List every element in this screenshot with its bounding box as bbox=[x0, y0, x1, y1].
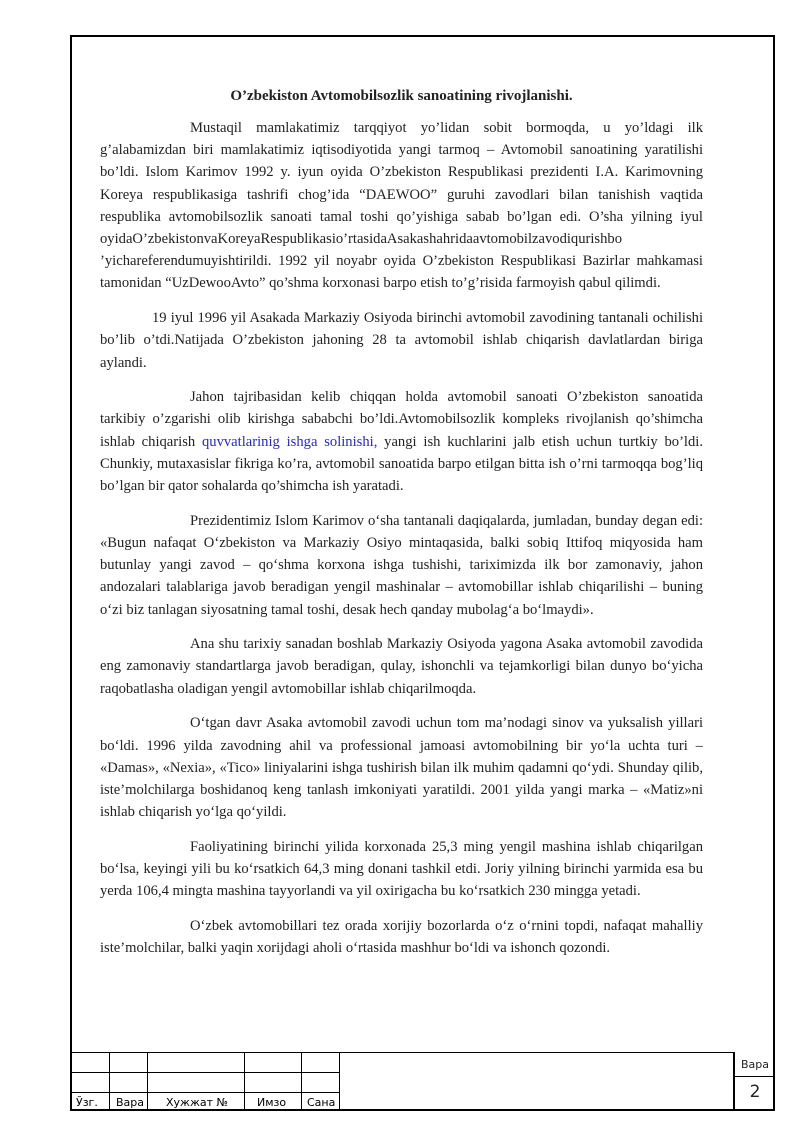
paragraph-5: Ana shu tarixiy sanadan boshlab Markaziy Osiyoda yagona Asaka avtomobil zavodida eng zamonaviy standartlarga javob beradigan, qulay, ishonchli va tejamkorligi bilan dunyo bo‘yicha raqobatlasha oladigan yengil avtomobillar ishlab chiqarilmoqda. bbox=[100, 636, 703, 697]
paragraph-2: 19 iyul 1996 yil Asakada Markaziy Osiyoda birinchi avtomobil zavodining tantanali ochilishi bo’lib o’tdi.Natijada O’zbekiston jahoning 28 ta avtomobil ishlab chiqarish davlatlardan biriga aylandi. bbox=[100, 310, 703, 371]
paragraph-6: O‘tgan davr Asaka avtomobil zavodi uchun tom ma’nodagi sinov va yuksalish yillari bo‘ldi. 1996 yilda zavodning ahil va professional jamoasi avtomobilning bir yo‘la uchta turi – «Damas», «Nexia», «Tico» liniyalarini ishga tushirish bilan ilk muhim qadamni qo‘ydi. Shunday qilib, iste’molchilarga boshidanoq keng tanlash imkoniyati yaratildi. 2001 yilda yangi marka – «Matiz»ni ishlab chiqarish yo‘lga qo‘yildi. bbox=[100, 715, 703, 821]
document-title: O’zbekiston Avtomobilsozlik sanoatining rivojlanishi. bbox=[230, 88, 573, 104]
page-number: 2 bbox=[749, 1082, 761, 1102]
label-date: Сана bbox=[307, 1096, 336, 1109]
title-block bbox=[70, 1052, 775, 1111]
sheet-separator bbox=[735, 1076, 775, 1077]
paragraph-7: Faoliyatining birinchi yilida korxonada 25,3 ming yengil mashina ishlab chiqarilgan bo‘lsa, keyingi yili bu ko‘rsatkich 64,3 ming donani tashkil etdi. Joriy yilning birinchi yarmida esa bu yerda 106,4 mingta mashina tayyorlandi va yil oxirigacha bu ko‘rsatkich 230 mingga yetadi. bbox=[100, 838, 703, 900]
paragraph-1-continuation: oyidaO’zbekistonvaKoreyaRespublikasio’rtasidaAsakashahridaavtomobilzavodiqurishbo bbox=[100, 231, 622, 248]
sheet-label: Вара bbox=[740, 1058, 769, 1071]
paragraph-3 bbox=[100, 386, 703, 497]
paragraph-4: Prezidentimiz Islom Karimov o‘sha tantanali daqiqalarda, jumladan, bunday degan edi: «Bugun nafaqat O‘zbekiston va Markaziy Osiyo mintaqasida, balki sobiq Ittifoq miqyosida ham butunlay yangi zavod – qo‘shma korxona ishga tushishi, tariximizda ilk bor zamonaviy, jahon andozalari talablariga javob beradigan yengil mashinalar – avtomobillar ishlab chiqarilishi – buning o‘zi biz tanlagan siyosatning tamal toshi, desak hech qanday mubolag‘a bo‘lmaydi». bbox=[100, 512, 703, 618]
sheet-box bbox=[733, 1052, 775, 1111]
paragraph-1: Mustaqil mamlakatimiz tarqqiyot yo’lidan sobit bormoqda, u yo’ldagi ilk g’alabamizdan biri mamlakatimiz iqtisodiyotida yangi tarmoq – Avtomobil sanoatining yaratilishi bo’ldi. Islom Karimov 1992 y. iyun oyida O’zbekiston Respublikasi prezidenti I.A. Karimovning Koreya respublikasiga tashrifi chog’ida “DAEWOO” guruhi zavodlari bilan tanishish vaqtida respublika avtomobilsozlik sanoati tamal toshi qo’yishiga sabab bo’lgan edi. O’sha yilning iyul bbox=[100, 120, 703, 225]
label-doc-number: Хужжат № bbox=[166, 1096, 228, 1109]
paragraph-8: O‘zbek avtomobillari tez orada xorijiy bozorlarda o‘z o‘rnini topdi, nafaqat mahalliy iste’molchilar, balki yaqin xorijdagi aholi o‘rtasida mashhur bo‘ldi va ishonch qozondi. bbox=[100, 918, 703, 957]
paragraph-1-end: ’yichareferendumuyishtirildi. 1992 yil noyabr oyida O’zbekiston Respublikasi Bazirlar mahkamasi tamonidan “UzDewooAvto” qo’shma korxonasi barpo etish to’g’risida farmoyish qabul qilimdi. bbox=[100, 253, 703, 292]
label-izg: Ўзг. bbox=[76, 1096, 98, 1109]
paragraph-3-text-a: Jahon tajribasidan kelib chiqqan holda avtomobil sanoati O’zbekiston sanoatida tarkibiy o’zgarishi olib kirishga sababchi bo’ldi.Avtomobilsozlik kompleks rivojlanish qo’shimcha ishlab chiqarish bbox=[100, 389, 703, 450]
label-sign: Имзо bbox=[257, 1096, 287, 1109]
label-vara: Вара bbox=[116, 1096, 145, 1109]
document-body bbox=[100, 88, 703, 1052]
inline-link[interactable]: quvvatlarinig ishga solinishi, bbox=[201, 433, 378, 450]
paragraph-3-text-b: yangi ish kuchlarini jalb etish uchun turtkiy bo’ldi. Chunkiy, mutaxasislar fikriga ko’ra, avtomobil sanoatida barpo etilgan bitta ish o’rni tarmoqqa bog’liq bo’lgan bir qator sohalarda qo’shimcha ish yaratadi. bbox=[100, 433, 703, 495]
